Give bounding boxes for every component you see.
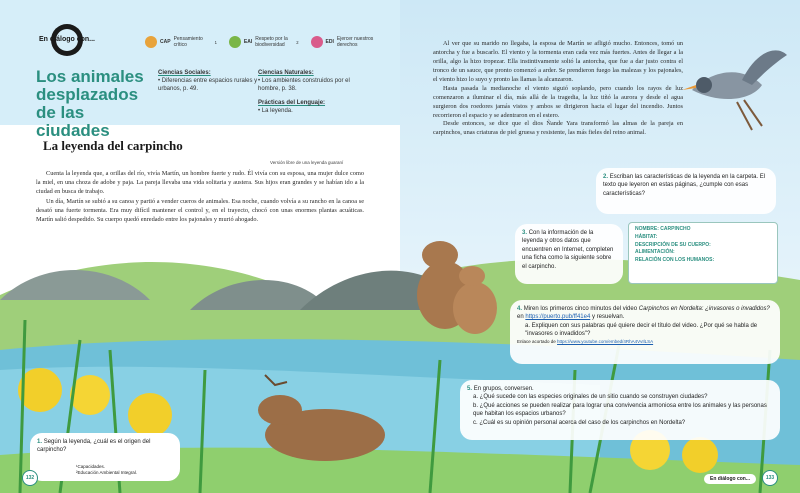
story-paragraph: Al ver que su marido no llegaba, la esposa de Martín se afligió mucho. Entonces, tomó un antorcha y fue a buscarlo. El viento y la tormenta eran cada vez más fuertes. Antes de llegar a la orilla, algo la hizo tropezar. Ella instintivamente soltó la antorcha, que fue a dar justo contra el tronco de un sauce, que pronto comenzó a arder. Se prendieron fuego las malezas y los pajonales, el viento hizo lo suyo y pronto las llamas la alcanzaron. — [433, 40, 683, 83]
short-link-note — [517, 339, 773, 345]
story-paragraph: Hasta pasada la medianoche el viento siguió soplando, pero cuando los rayos de luz comenzaron a iluminar el día, más allá de la tragedia, la luz tiñó la aurora y desde el agua surgieron dos roedores jamás vistos y ambos se dirigieron hacia el lugar del incendio. Juntos recorrieron el espacio y se adentraron en el estero. — [433, 84, 683, 119]
section-logo-label: En diálogo con... — [39, 36, 95, 43]
competency-badges — [145, 36, 375, 48]
link-heading: Prácticas del Lenguaje: — [258, 100, 326, 106]
activity-number: 2. — [603, 174, 609, 180]
badge-code: CAP — [160, 39, 171, 45]
version-note: Versión libre de una leyenda guaraní — [270, 160, 344, 165]
chapter-title: Los animales desplazados de las ciudades — [36, 67, 144, 140]
badge-label: Ejercer nuestros derechos — [336, 36, 374, 48]
story-paragraph: Cuenta la leyenda que, a orillas del río, vivía Martín, un hombre fuerte y rudo. Él vivía con su esposa, una mujer dulce como la miel, en una choza de adobe y paja. La pareja llevaba una vida solitaria y austera. Sus hijos eran grandes y se habían ido a la ciudad en busca de trabajo. — [36, 170, 364, 195]
activity-text: Escriban las características de la leyenda en la carpeta. El texto que leyeron en estas páginas, ¿cumple con esas características? — [603, 174, 766, 197]
footnotes — [76, 464, 137, 476]
section-tag: En diálogo con... — [704, 474, 756, 484]
badge-label: Respeto por la biodiversidad — [255, 36, 288, 48]
activity-number: 4. — [517, 306, 523, 312]
fact-sheet-field: HÁBITAT: — [635, 233, 658, 240]
video-title: Carpinchos en Nordelta: ¿invasores o invadidos? — [638, 306, 770, 312]
link-text: • Los ambientes construidos por el hombre, p. 38. — [258, 77, 350, 92]
capybara-fact-sheet — [628, 222, 778, 284]
youtube-link[interactable]: https://www.youtube.com/embed/4RhA4VvIlLSA — [557, 338, 654, 344]
activity-subitem: a. ¿Qué sucede con las especies originales de un sitio cuando se construyen ciudades? — [473, 394, 708, 401]
badge-eai — [229, 36, 299, 48]
eai-icon — [229, 36, 241, 48]
story-text-right — [433, 40, 683, 138]
story-paragraph: Un día, Martín se subió a su canoa y partió a vender cueros de animales. Esa noche, cuando volvía a su rancho en la canoa se desató una fuerte tormenta. Era muy difícil mantener el control y, en el trayecto, chocó con unas enormes plantas acuáticas. Martín salió despedido. Su cuerpo quedó enredado entre los pajonales y murió ahogado. — [36, 197, 364, 223]
badge-footnote-mark: 2 — [296, 39, 299, 45]
activity-number: 5. — [467, 386, 473, 392]
fact-sheet-field: DESCRIPCIÓN DE SU CUERPO: — [635, 241, 711, 248]
activity-2 — [596, 168, 776, 214]
badge-edi — [311, 36, 375, 48]
story-paragraph: Desde entonces, se dice que el dios Ñande Yara transformó las almas de la pareja en carpinchos, unas criaturas de piel gruesa y resistente, las más fieles del reino animal. — [433, 120, 683, 137]
footnote: ²Educación Ambiental Integral. — [76, 470, 138, 476]
link-natural-sciences — [258, 70, 368, 93]
badge-cap — [145, 36, 217, 48]
activity-text: En grupos, conversen. — [473, 386, 534, 392]
short-link-label: Enlace acortado de — [517, 338, 556, 344]
badge-code: EDI — [325, 39, 334, 45]
link-social-sciences — [158, 70, 268, 93]
heron-illustration — [682, 40, 792, 140]
activity-3 — [515, 224, 623, 284]
cap-icon — [145, 36, 157, 48]
link-language — [258, 100, 368, 116]
activity-text: Con la información de la leyenda y otros datos que encuentren en Internet, completen una ficha como la siguiente sobre el carpincho. — [522, 230, 614, 270]
video-link[interactable]: https://puerto.pub/ff41e4 — [525, 314, 591, 321]
fact-sheet-field: ALIMENTACIÓN: — [635, 249, 675, 256]
activity-subitem: b. ¿Qué acciones se pueden realizar para lograr una convivencia armoniosa entre los animales y las personas que habitan los espacios urbanos? — [473, 402, 767, 418]
badge-code: EAI — [243, 39, 253, 45]
activity-text: en — [517, 314, 524, 321]
activity-subitem: c. ¿Cuál es su opinión personal acerca del caso de los carpinchos en Nordelta? — [473, 419, 686, 426]
story-text-left — [36, 170, 364, 226]
activity-subitem: a. Expliquen con sus palabras qué quiere decir el título del video. ¿Por qué se habla de "invasores o invadidos"? — [525, 322, 758, 338]
edi-icon — [311, 36, 323, 48]
link-heading: Ciencias Sociales: — [158, 70, 211, 76]
footnote: ¹Capacidades. — [76, 464, 106, 469]
activity-number: 3. — [522, 230, 528, 236]
activity-5 — [460, 380, 780, 440]
link-text: • Diferencias entre espacios rurales y urbanos, p. 49. — [158, 77, 258, 92]
activity-text: Según la leyenda, ¿cuál es el origen del carpincho? — [37, 439, 151, 454]
link-text: • La leyenda. — [258, 107, 293, 114]
story-title: La leyenda del carpincho — [43, 138, 183, 153]
page-number-right: 133 — [762, 470, 778, 486]
page-number-left: 132 — [22, 470, 38, 486]
badge-label: Pensamiento crítico — [173, 36, 203, 48]
activity-text: Miren los primeros cinco minutos del video — [523, 306, 638, 312]
activity-4 — [510, 300, 780, 364]
fact-sheet-field: NOMBRE: CARPINCHO — [635, 226, 691, 232]
activity-text: y resuelvan. — [591, 314, 625, 321]
capybara-pair — [417, 241, 497, 334]
fact-sheet-field: RELACIÓN CON LOS HUMANOS: — [635, 257, 715, 263]
badge-footnote-mark: 1 — [214, 39, 217, 45]
link-heading: Ciencias Naturales: — [258, 70, 314, 76]
activity-number: 1. — [37, 439, 43, 445]
